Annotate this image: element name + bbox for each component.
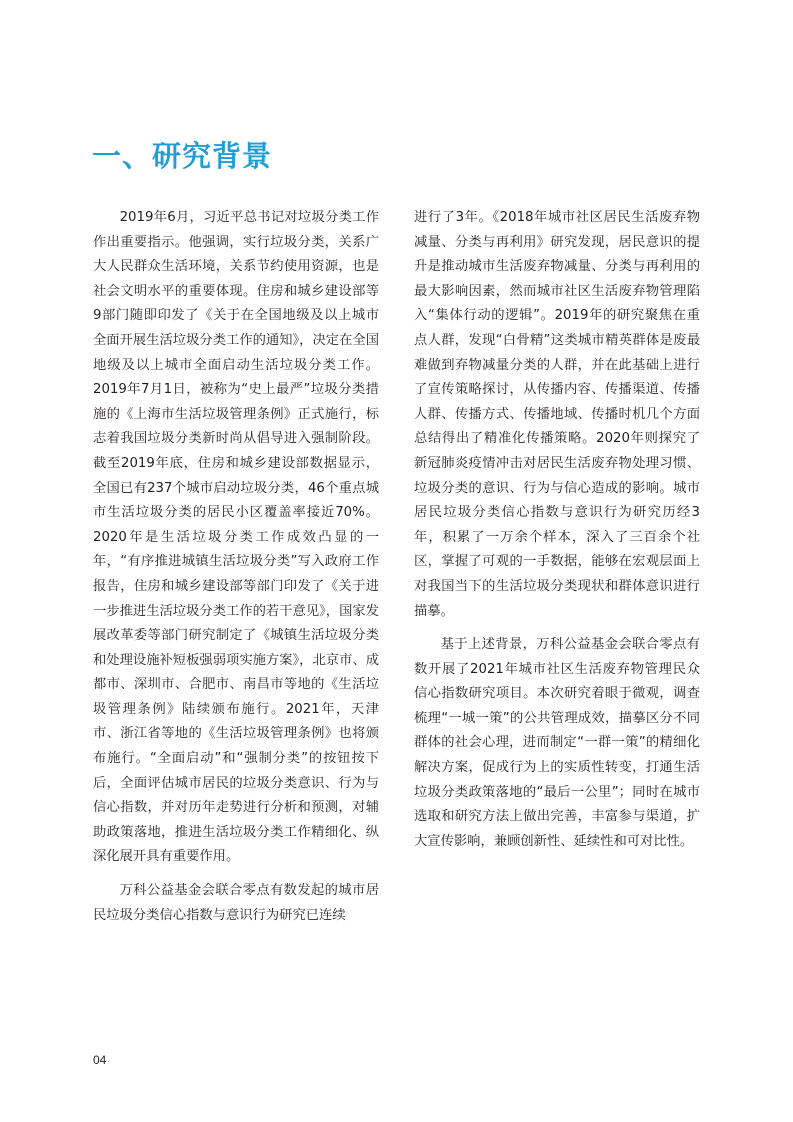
right-column [414, 206, 700, 863]
left-column [93, 206, 379, 937]
paragraph-research-history: 进行了3年。《2018年城市社区居民生活废弃物减量、分类与再利用》研究发现，居民意识的提升是推动城市生活废弃物减量、分类与再利用的最大影响因素，然而城市社区生活废弃物管理陷入“集体行动的逻辑”。2019年的研究聚焦在重点人群，发现“白骨精”这类城市精英群体是废最难做到弃物减量分类的人群，并在此基础上进行了宣传策略探讨，从传播内容、传播渠道、传播人群、传播方式、传播地域、传播时机几个方面总结得出了精准化传播策略。2020年则探究了新冠肺炎疫情冲击对居民生活废弃物处理习惯、垃圾分类的意识、行为与信心造成的影响。城市居民垃圾分类信心指数与意识行为研究历经3年，积累了一万余个样本，深入了三百余个社区，掌握了可观的一手数据，能够在宏观层面上对我国当下的生活垃圾分类现状和群体意识进行描摹。 [414, 210, 700, 619]
section-title: 一、研究背景 [92, 139, 273, 173]
page-number: 04 [93, 1053, 107, 1067]
paragraph-project-2021: 基于上述背景，万科公益基金会联合零点有数开展了2021年城市社区生活废弃物管理民众信心指数研究项目。本次研究着眼于微观，调查梳理“一城一策”的公共管理成效，描摹区分不同群体的社会心理，进而制定“一群一策”的精细化解决方案，促成行为上的实质性转变，打通生活垃圾分类政策落地的“最后一公里”；同时在城市选取和研究方法上做出完善，丰富参与渠道，扩大宣传影响，兼顾创新性、延续性和可对比性。 [414, 637, 700, 849]
paragraph-research-intro: 万科公益基金会联合零点有数发起的城市居民垃圾分类信心指数与意识行为研究已连续 [93, 883, 379, 923]
paragraph-policy-background: 2019年6月，习近平总书记对垃圾分类工作作出重要指示。他强调，实行垃圾分类，关系广大人民群众生活环境，关系节约使用资源，也是社会文明水平的重要体现。住房和城乡建设部等9部门随即印发了《关于在全国地级及以上城市全面开展生活垃圾分类工作的通知》，决定在全国地级及以上城市全面启动生活垃圾分类工作。2019年7月1日，被称为“史上最严”垃圾分类措施的《上海市生活垃圾管理条例》正式施行，标志着我国垃圾分类新时尚从倡导进入强制阶段。截至2019年底，住房和城乡建设部数据显示，全国已有237个城市启动垃圾分类，46个重点城市生活垃圾分类的居民小区覆盖率接近70%。2020年是生活垃圾分类工作成效凸显的一年，“有序推进城镇生活垃圾分类”写入政府工作报告，住房和城乡建设部等部门印发了《关于进一步推进生活垃圾分类工作的若干意见》，国家发展改革委等部门研究制定了《城镇生活垃圾分类和处理设施补短板强弱项实施方案》，北京市、成都市、深圳市、合肥市、南昌市等地的《生活垃圾管理条例》陆续颁布施行。2021年，天津市、浙江省等地的《生活垃圾管理条例》也将颁布施行。“全面启动”和“强制分类”的按钮按下后，全面评估城市居民的垃圾分类意识、行为与信心指数，并对历年走势进行分析和预测，对辅助政策落地，推进生活垃圾分类工作精细化、纵深化展开具有重要作用。 [93, 210, 379, 865]
